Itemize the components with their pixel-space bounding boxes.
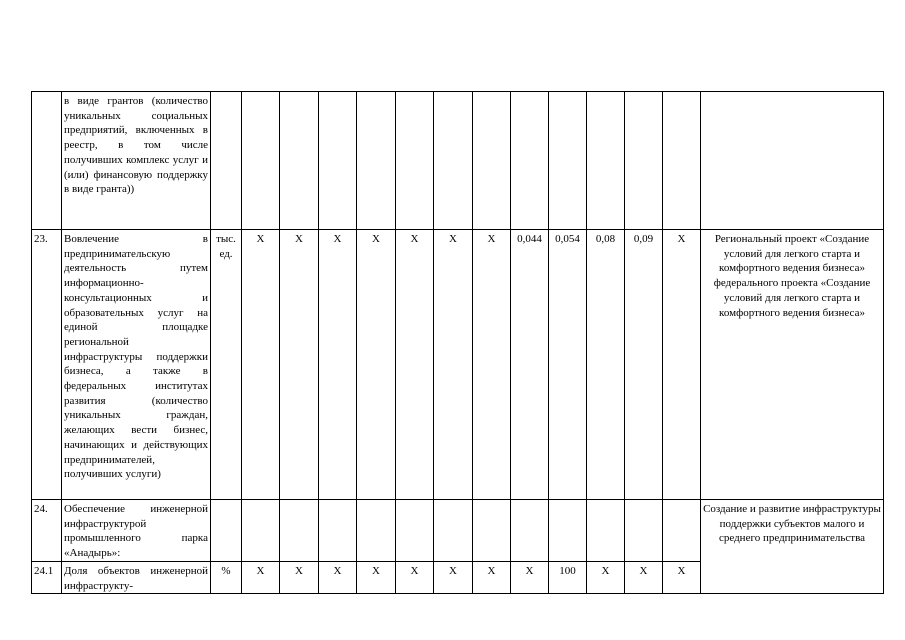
value-cell (280, 500, 319, 562)
value-cell (357, 500, 396, 562)
table-row (32, 500, 884, 562)
row-number: 23. (32, 230, 62, 500)
value-cell (357, 92, 396, 230)
row-source: Создание и развитие инфраструктуры поддержки субъектов малого и среднего предпринимательства (701, 500, 884, 594)
value-cell (434, 92, 473, 230)
value-cell: Х (280, 230, 319, 500)
value-cell: Х (625, 562, 663, 594)
value-cell: Х (357, 230, 396, 500)
value-cell (473, 500, 511, 562)
indicators-table (31, 91, 884, 594)
row-source (701, 92, 884, 230)
value-cell: Х (280, 562, 319, 594)
value-cell (625, 92, 663, 230)
row-number (32, 92, 62, 230)
value-cell (396, 92, 434, 230)
value-cell (663, 500, 701, 562)
value-cell (473, 92, 511, 230)
value-cell (511, 500, 549, 562)
value-cell (587, 500, 625, 562)
value-cell: Х (473, 562, 511, 594)
value-cell: Х (434, 562, 473, 594)
table-row (32, 92, 884, 230)
value-cell (663, 92, 701, 230)
value-cell (280, 92, 319, 230)
value-cell (549, 92, 587, 230)
value-cell: 100 (549, 562, 587, 594)
value-cell: Х (587, 562, 625, 594)
value-cell: Х (396, 230, 434, 500)
row-number: 24.1 (32, 562, 62, 594)
value-cell (319, 92, 357, 230)
value-cell (549, 500, 587, 562)
value-cell: Х (511, 562, 549, 594)
row-number: 24. (32, 500, 62, 562)
value-cell: 0,044 (511, 230, 549, 500)
value-cell: 0,09 (625, 230, 663, 500)
row-description: в виде грантов (количество уникальных социальных предприятий, включенных в реестр, в том числе получивших комплекс услуг и (или) финансовую поддержку в виде гранта)) (62, 92, 211, 230)
row-description: Доля объектов инженерной инфраструкту- (62, 562, 211, 594)
row-description: Обеспечение инженерной инфраструктурой промышленного парка «Анадырь»: (62, 500, 211, 562)
value-cell: Х (242, 562, 280, 594)
value-cell: Х (473, 230, 511, 500)
row-source: Региональный проект «Создание условий для легкого старта и комфортного ведения бизнеса» федерального проекта «Создание условий для легкого старта и комфортного ведения бизнеса» (701, 230, 884, 500)
value-cell: Х (663, 230, 701, 500)
value-cell: Х (434, 230, 473, 500)
value-cell (319, 500, 357, 562)
value-cell (511, 92, 549, 230)
value-cell (625, 500, 663, 562)
value-cell: Х (396, 562, 434, 594)
row-unit (211, 92, 242, 230)
value-cell (242, 92, 280, 230)
value-cell (434, 500, 473, 562)
value-cell (587, 92, 625, 230)
value-cell: Х (319, 230, 357, 500)
table-row (32, 230, 884, 500)
row-unit: тыс. ед. (211, 230, 242, 500)
value-cell: Х (663, 562, 701, 594)
row-unit (211, 500, 242, 562)
value-cell: 0,08 (587, 230, 625, 500)
row-description: Вовлечение в предпринимательскую деятельность путем информационно-консультационных и образовательных услуг на единой площадке региональной инфраструктуры поддержки бизнеса, а также в федеральных институтах развития (количество уникальных граждан, желающих вести бизнес, начинающих и действующих предпринимателей, получивших услуги) (62, 230, 211, 500)
value-cell: 0,054 (549, 230, 587, 500)
value-cell: Х (242, 230, 280, 500)
value-cell (242, 500, 280, 562)
value-cell: Х (357, 562, 396, 594)
row-unit: % (211, 562, 242, 594)
value-cell: Х (319, 562, 357, 594)
value-cell (396, 500, 434, 562)
